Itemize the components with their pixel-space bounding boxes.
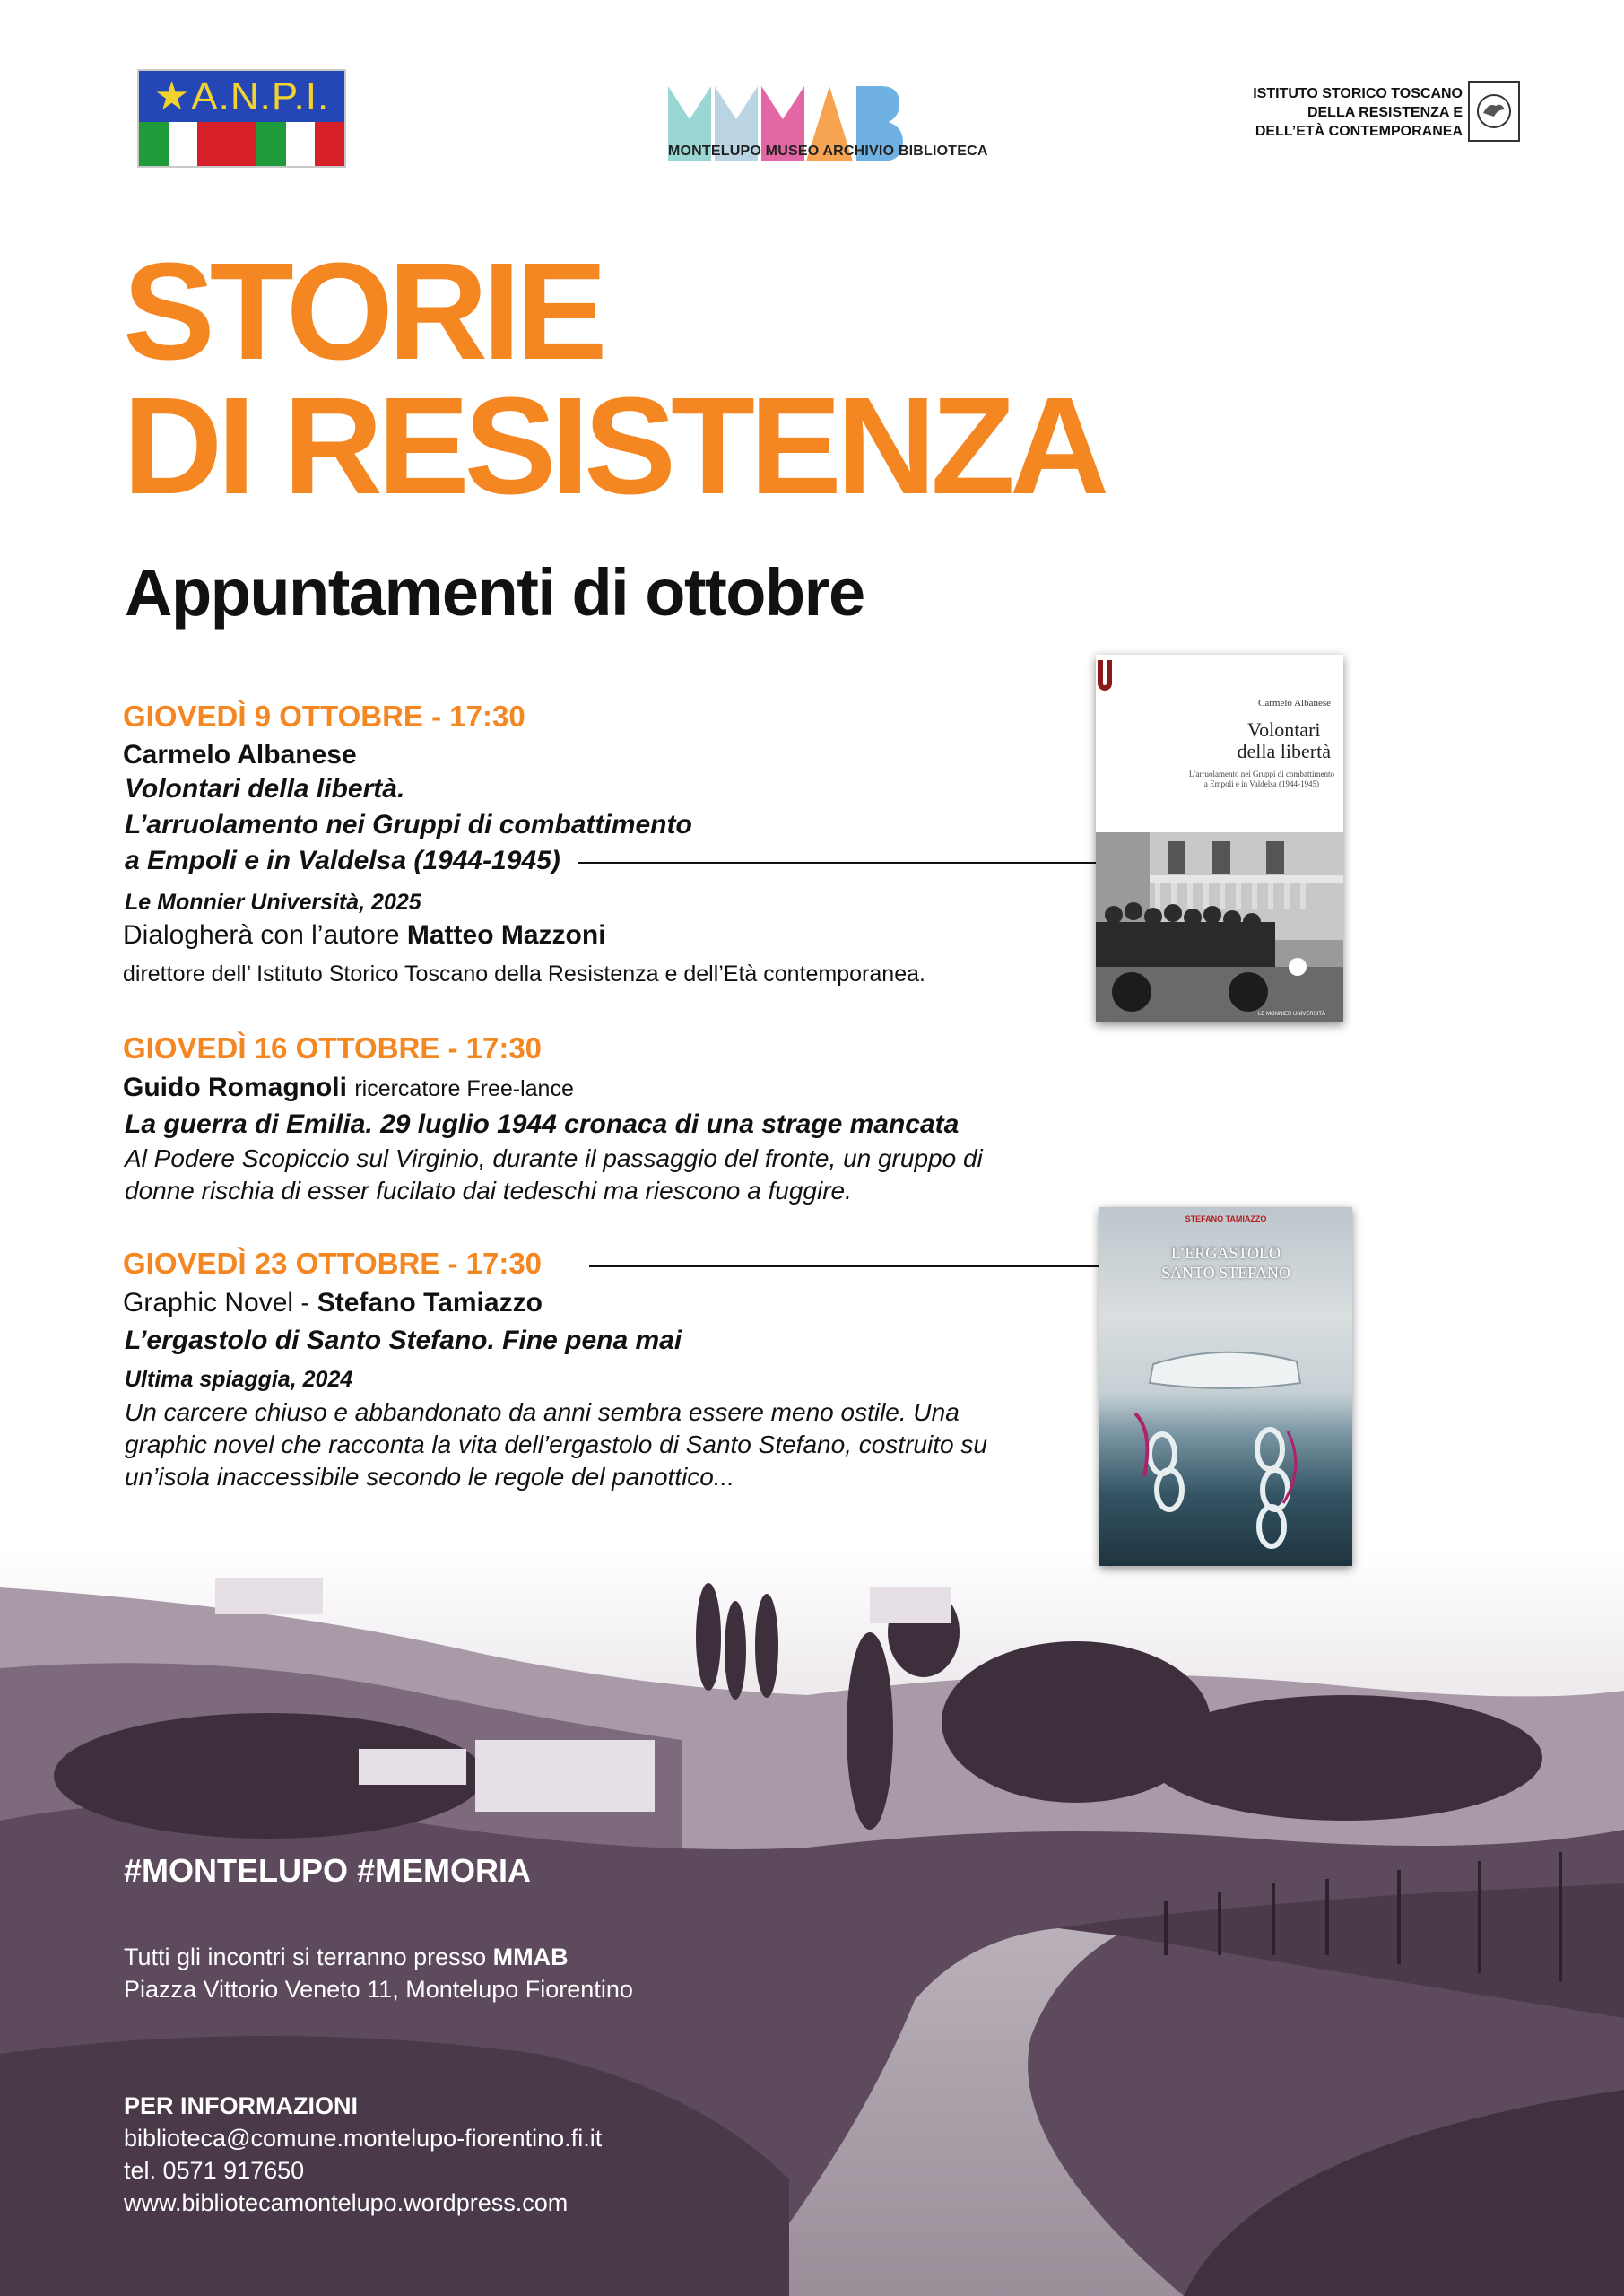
main-title: [123, 234, 1105, 523]
venue-address: Piazza Vittorio Veneto 11, Montelupo Fiorentino: [124, 1976, 633, 2003]
isrt-line-3: DELL’ETÀ CONTEMPORANEA: [1255, 124, 1463, 139]
anpi-logo-text: A.N.P.I.: [191, 74, 330, 118]
book-cover-ergastolo: [1099, 1207, 1352, 1566]
event-2-author-line: [123, 1070, 574, 1107]
event-3-author: Stefano Tamiazzo: [317, 1288, 543, 1318]
event-2-date: GIOVEDÌ 16 OTTOBRE - 17:30: [123, 1031, 543, 1065]
event-1-book-title-3: a Empoli e in Valdelsa (1944-1945): [125, 846, 560, 875]
hashtags: #MONTELUPO #MEMORIA: [124, 1852, 532, 1889]
event-3-publisher: Ultima spiaggia, 2024: [125, 1367, 353, 1392]
event-2-desc-2: donne rischia di esser fucilato dai tedeschi ma riescono a fuggire.: [125, 1177, 852, 1205]
publisher-u-icon: [1098, 660, 1112, 691]
event-1-book-title-2: L’arruolamento nei Gruppi di combattimento: [125, 810, 692, 839]
isrt-line-2: DELLA RESISTENZA E: [1307, 105, 1463, 120]
cover1-title-1: Volontari: [1247, 718, 1321, 741]
venue-block: [124, 1941, 633, 2005]
mmab-caption: MONTELUPO MUSEO ARCHIVIO BIBLIOTECA: [668, 144, 988, 159]
event-1-book-title-1: Volontari della libertà.: [125, 774, 405, 804]
info-phone[interactable]: tel. 0571 917650: [124, 2157, 305, 2184]
info-email[interactable]: biblioteca@comune.montelupo-fiorentino.fi.it: [124, 2125, 603, 2152]
subtitle: Appuntamenti di ottobre: [125, 555, 864, 630]
venue-name: MMAB: [492, 1944, 569, 1970]
info-website[interactable]: www.bibliotecamontelupo.wordpress.com: [124, 2189, 569, 2216]
event-1-date: GIOVEDÌ 9 OTTOBRE - 17:30: [123, 700, 525, 733]
cover1-subtitle-2: a Empoli e in Valdelsa (1944-1945): [1203, 779, 1319, 788]
event-2-author-role: ricercatore Free-lance: [354, 1076, 574, 1101]
event-3-author-line: [123, 1285, 543, 1321]
cover1-title-2: della libertà: [1237, 740, 1331, 762]
star-icon: ★: [153, 74, 190, 118]
event-2-desc-1: Al Podere Scopiccio sul Virginio, durante il passaggio del fronte, un gruppo di: [125, 1144, 983, 1172]
event-2-book-title: La guerra di Emilia. 29 luglio 1944 cronaca di una strage mancata: [125, 1109, 960, 1139]
event-1-dialog-prefix: Dialogherà con l’autore: [123, 920, 407, 950]
isrt-logo: [1238, 81, 1520, 145]
connector-line-2: [589, 1265, 1100, 1267]
connector-line-1: [578, 862, 1097, 864]
cover2-title-1: L’ERGASTOLO: [1170, 1244, 1281, 1262]
cover1-photo: [1096, 832, 1343, 1022]
anpi-logo: [137, 69, 346, 168]
event-3-desc-3: un’isola inaccessibile secondo le regole del panottico...: [125, 1463, 735, 1491]
cover2-illustration: [1099, 1207, 1352, 1566]
event-3-date: GIOVEDÌ 23 OTTOBRE - 17:30: [123, 1247, 543, 1280]
event-1-dialog: [123, 918, 606, 953]
info-block: [124, 2090, 602, 2219]
venue-prefix: Tutti gli incontri si terranno presso: [124, 1944, 493, 1970]
event-3-genre: Graphic Novel -: [123, 1288, 317, 1318]
title-line-2: DI RESISTENZA: [123, 369, 1105, 523]
event-2-author: Guido Romagnoli: [123, 1073, 347, 1102]
cover1-subtitle-1: L’arruolamento nei Gruppi di combattimento: [1188, 770, 1334, 778]
event-1-dialog-role: direttore dell’ Istituto Storico Toscano della Resistenza e dell’Età contemporanea.: [123, 961, 925, 987]
seal-icon: [1468, 81, 1520, 142]
cover2-author: STEFANO TAMIAZZO: [1185, 1214, 1267, 1223]
isrt-line-1: ISTITUTO STORICO TOSCANO: [1253, 86, 1463, 101]
event-3-desc-1: Un carcere chiuso e abbandonato da anni sembra essere meno ostile. Una: [125, 1398, 960, 1426]
cover1-author: Carmelo Albanese: [1258, 698, 1331, 709]
event-3-book-title: L’ergastolo di Santo Stefano. Fine pena mai: [125, 1326, 682, 1355]
info-heading: PER INFORMAZIONI: [124, 2092, 358, 2119]
title-line-1: STORIE: [123, 234, 603, 388]
event-3-desc-2: graphic novel che racconta la vita dell’ergastolo di Santo Stefano, costruito su: [125, 1431, 987, 1458]
event-1-author: Carmelo Albanese: [123, 740, 357, 770]
cover1-publisher: LE MONNIER UNIVERSITÀ: [1257, 1012, 1325, 1017]
cover2-title-2: SANTO STEFANO: [1161, 1264, 1290, 1282]
book-cover-volontari: [1096, 655, 1343, 1022]
event-1-publisher: Le Monnier Università, 2025: [125, 890, 421, 915]
event-1-dialog-name: Matteo Mazzoni: [406, 920, 606, 950]
